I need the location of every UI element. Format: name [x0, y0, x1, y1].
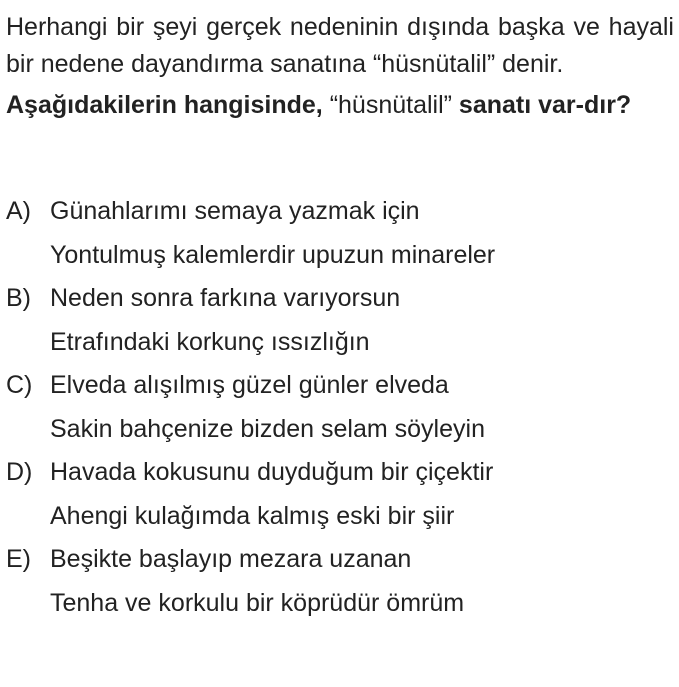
option-c[interactable] — [6, 364, 674, 451]
question-stem: Herhangi bir şeyi gerçek nedeninin dışında başka ve hayali bir nedene dayandırma sanatına “hüsnütalil” denir. — [6, 13, 674, 78]
option-text — [50, 451, 493, 538]
option-line-2: Yontulmuş kalemlerdir upuzun minareler — [50, 240, 496, 269]
question-prompt — [6, 87, 674, 124]
option-text — [50, 277, 400, 364]
option-line-2: Etrafındaki korkunç ıssızlığın — [50, 327, 370, 356]
option-line-1: Neden sonra farkına varıyorsun — [50, 284, 401, 312]
option-line-1: Elveda alışılmış güzel günler elveda — [50, 371, 449, 399]
option-line-2: Ahengi kulağımda kalmış eski bir şiir — [50, 501, 455, 530]
question-block — [6, 0, 674, 625]
option-text — [50, 190, 495, 277]
option-line-2: Sakin bahçenize bizden selam söyleyin — [50, 414, 485, 443]
option-line-2: Tenha ve korkulu bir köprüdür ömrüm — [50, 588, 465, 617]
option-letter: C) — [6, 371, 33, 399]
option-letter: E) — [6, 545, 31, 573]
option-b[interactable] — [6, 277, 674, 364]
option-line-1: Günahlarımı semaya yazmak için — [50, 197, 420, 225]
option-letter: D) — [6, 458, 33, 486]
option-a[interactable] — [6, 190, 674, 277]
option-line-1: Havada kokusunu duyduğum bir çiçektir — [50, 458, 494, 486]
option-text — [50, 364, 485, 451]
answer-options — [6, 190, 674, 625]
prompt-quote: “hüsnütalil” — [322, 91, 459, 119]
option-letter: B) — [6, 284, 31, 312]
prompt-bold-start: Aşağıdakilerin hangisinde, — [6, 91, 323, 119]
prompt-bold-end: sanatı var-dır? — [458, 91, 632, 119]
option-letter: A) — [6, 197, 31, 225]
option-line-1: Beşikte başlayıp mezara uzanan — [50, 545, 412, 573]
option-text — [50, 538, 464, 625]
option-e[interactable] — [6, 538, 674, 625]
option-d[interactable] — [6, 451, 674, 538]
